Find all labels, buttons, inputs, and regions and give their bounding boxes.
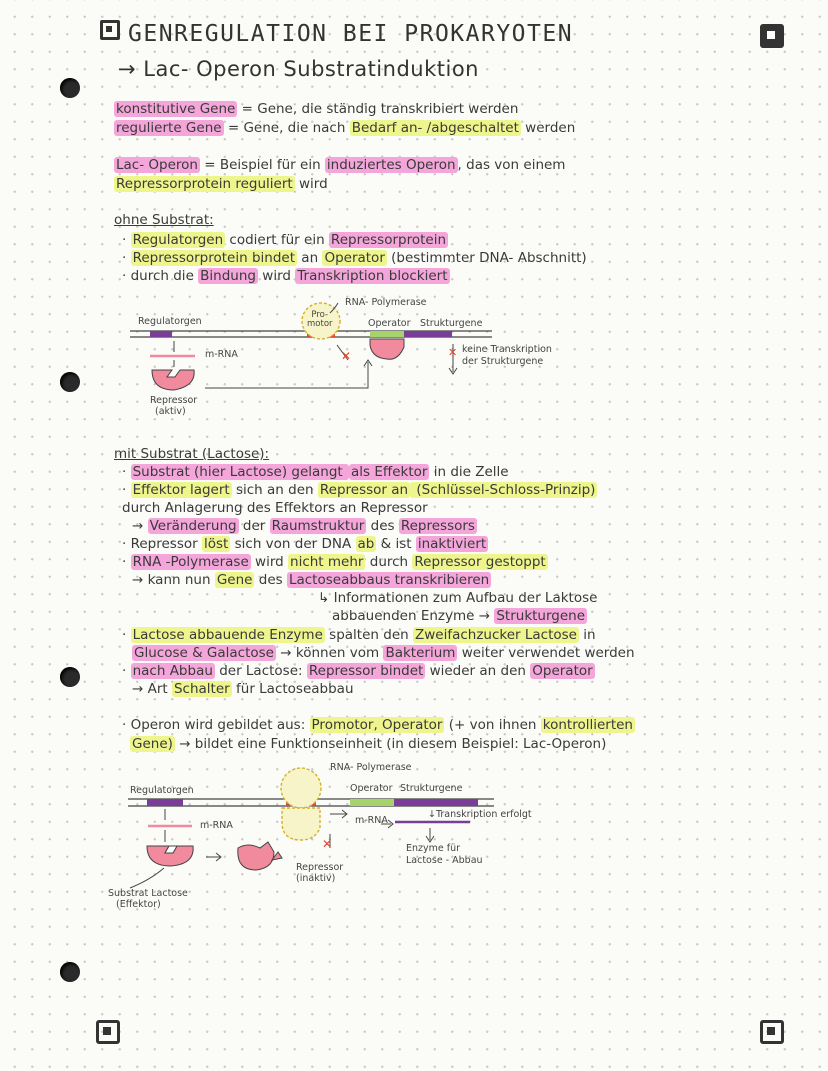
repressor-inactive-shape xyxy=(238,842,274,870)
operator-segment-2 xyxy=(350,799,394,806)
page-subtitle: → Lac- Operon Substratinduktion xyxy=(118,57,479,81)
label-regulatorgen-2: Regulatorgen xyxy=(130,785,194,796)
label-effektor: (Effektor) xyxy=(116,899,161,910)
label-strukturgene-2: Strukturgene xyxy=(400,783,463,794)
mit-line-6: · RNA -Polymerase wird nicht mehr durch Repressor gestoppt xyxy=(122,554,546,570)
label-transkription-erfolgt: ↓Transkription erfolgt xyxy=(428,809,532,820)
regulatorgen-segment-2 xyxy=(147,799,183,806)
mit-line-1: · Substrat (hier Lactose) gelangt als Effektor in die Zelle xyxy=(122,464,509,480)
mit-line-13: → Art Schalter für Lactoseabbau xyxy=(132,681,354,697)
ohne-line-3: · durch die Bindung wird Transkription blockiert xyxy=(122,268,448,284)
mit-line-12: · nach Abbau der Lactose: Repressor bindet wieder an den Operator xyxy=(122,663,593,679)
svg-text:✕: ✕ xyxy=(448,346,458,359)
label-mrna: m-RNA xyxy=(205,349,238,360)
label-aktiv: (aktiv) xyxy=(155,406,186,417)
label-rna-polymerase: RNA- Polymerase xyxy=(345,297,427,308)
heading-ohne-substrat: ohne Substrat: xyxy=(114,212,214,228)
label-operator-2: Operator xyxy=(350,783,393,794)
label-lactose-abbau: Lactose - Abbau xyxy=(406,855,483,866)
label-repressor-2: Repressor xyxy=(296,862,344,873)
rna-polymerase-shape-2 xyxy=(281,768,321,808)
mit-line-2: · Effektor lagert sich an den Repressor an (Schlüssel-Schloss-Prinzip) xyxy=(122,482,596,498)
def-regulierte: regulierte Gene = Gene, die nach Bedarf an- /abgeschaltet werden xyxy=(116,120,576,136)
mit-line-10: · Lactose abbauende Enzyme spalten den Zweifachzucker Lactose in xyxy=(122,627,596,643)
svg-text:✕: ✕ xyxy=(322,837,333,851)
heading-mit-substrat: mit Substrat (Lactose): xyxy=(114,446,270,462)
label-mrna-left: m-RNA xyxy=(200,820,233,831)
strukturgene-segment-2 xyxy=(394,799,478,806)
mit-line-5: · Repressor löst sich von der DNA ab & ist inaktiviert xyxy=(122,536,487,552)
label-rna-polymerase-2: RNA- Polymerase xyxy=(330,762,412,773)
label-repressor: Repressor xyxy=(150,395,198,406)
mit-line-3: durch Anlagerung des Effektors an Repressor xyxy=(122,500,428,516)
label-keine-transkription: keine Transkription xyxy=(462,344,552,355)
ohne-line-1: · Regulatorgen codiert für ein Repressorprotein xyxy=(122,232,446,248)
label-promotor: Pro- motor xyxy=(307,310,333,329)
lac-operon-def-1: Lac- Operon = Beispiel für ein induziertes Operon , das von einem xyxy=(116,157,566,173)
mit-line-7: → kann nun Gene des Lactoseabbaus transkribieren xyxy=(132,572,490,588)
label-der-strukturgene: der Strukturgene xyxy=(462,356,544,367)
lac-operon-def-2: Repressorprotein reguliert wird xyxy=(116,176,328,192)
label-regulatorgen: Regulatorgen xyxy=(138,316,202,327)
label-operator: Operator xyxy=(368,318,411,329)
rna-polymerase-moving xyxy=(282,808,320,840)
operon-line-1: · Operon wird gebildet aus: Promotor, Operator (+ von ihnen kontrollierten xyxy=(122,717,633,733)
label-enzyme: Enzyme für xyxy=(406,843,461,854)
mit-line-8: ↳ Informationen zum Aufbau der Laktose xyxy=(318,590,598,606)
operon-line-2: Gene) → bildet eine Funktionseinheit (in diesem Beispiel: Lac-Operon) xyxy=(132,736,607,752)
svg-text:✕: ✕ xyxy=(341,349,352,363)
mit-line-11: Glucose & Galactose → können vom Bakterium weiter verwendet werden xyxy=(134,645,635,661)
ohne-line-2: · Repressorprotein bindet an Operator (bestimmter DNA- Abschnitt) xyxy=(122,250,587,266)
def-konstitutive: konstitutive Gene = Gene, die ständig transkribiert werden xyxy=(116,101,519,117)
label-mrna-right: m-RNA xyxy=(355,815,388,826)
mit-line-4: → Veränderung der Raumstruktur des Repressors xyxy=(132,518,475,534)
label-strukturgene: Strukturgene xyxy=(420,318,483,329)
label-substrat-lactose: Substrat Lactose xyxy=(108,888,188,899)
mit-line-9: abbauenden Enzyme → Strukturgene xyxy=(332,608,586,624)
page-title: GENREGULATION BEI PROKARYOTEN xyxy=(100,20,573,43)
label-inaktiv: (inaktiv) xyxy=(296,873,336,884)
